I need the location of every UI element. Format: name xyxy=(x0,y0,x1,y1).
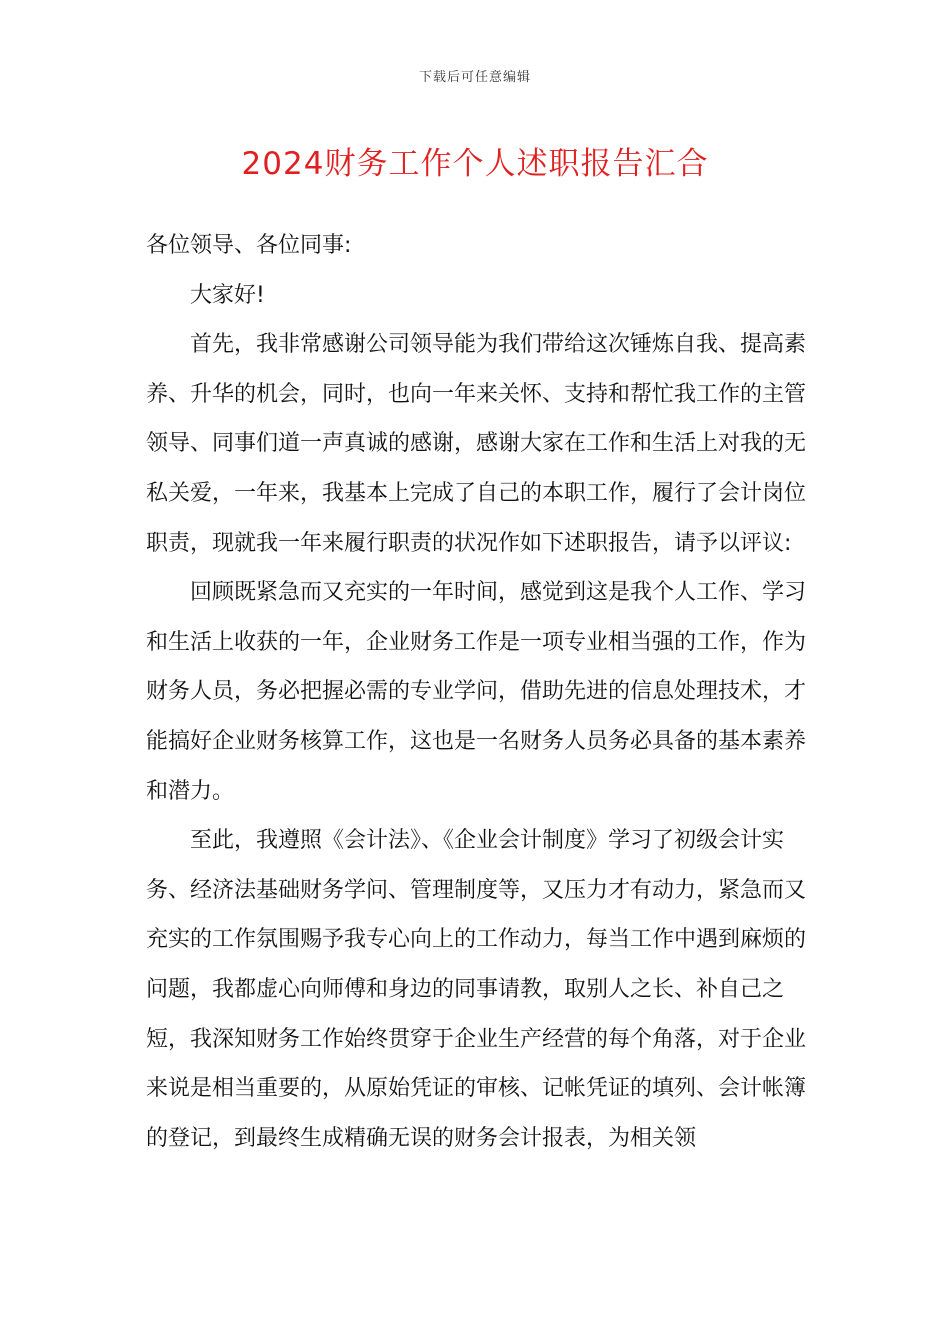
document-title: 2024财务工作个人述职报告汇合 xyxy=(241,146,709,182)
salutation: 各位领导、各位同事: xyxy=(146,233,352,258)
paragraph-1: 首先，我非常感谢公司领导能为我们带给这次锤炼自我、提高素养、升华的机会，同时，也向一年来关怀、支持和帮忙我工作的主管领导、同事们道一声真诚的感谢，感谢大家在工作和生活上对我的无私关爱，一年来，我基本上完成了自己的本职工作，履行了会计岗位职责，现就我一年来履行职责的状况作如下述职报告，请予以评议: xyxy=(146,332,807,556)
paragraph-3: 至此，我遵照《会计法》、《企业会计制度》学习了初级会计实务、经济法基础财务学问、管理制度等，又压力才有动力，紧急而又充实的工作氛围赐予我专心向上的工作动力，每当工作中遇到麻烦的问题，我都虚心向师傅和身边的同事请教，取别人之长、补自己之短，我深知财务工作始终贯穿于企业生产经营的每个角落，对于企业来说是相当重要的，从原始凭证的审核、记帐凭证的填列、会计帐簿的登记，到最终生成精确无误的财务会计报表，为相关领 xyxy=(146,828,807,1151)
greeting: 大家好! xyxy=(190,282,265,308)
paragraph-2: 回顾既紧急而又充实的一年时间，感觉到这是我个人工作、学习和生活上收获的一年，企业财务工作是一项专业相当强的工作，作为财务人员，务必把握必需的专业学问，借助先进的信息处理技术，才能搞好企业财务核算工作，这也是一名财务人员务必具备的基本素养和潜力。 xyxy=(146,580,807,804)
header-note: 下载后可任意编辑 xyxy=(418,70,531,85)
document-body xyxy=(146,221,818,1163)
